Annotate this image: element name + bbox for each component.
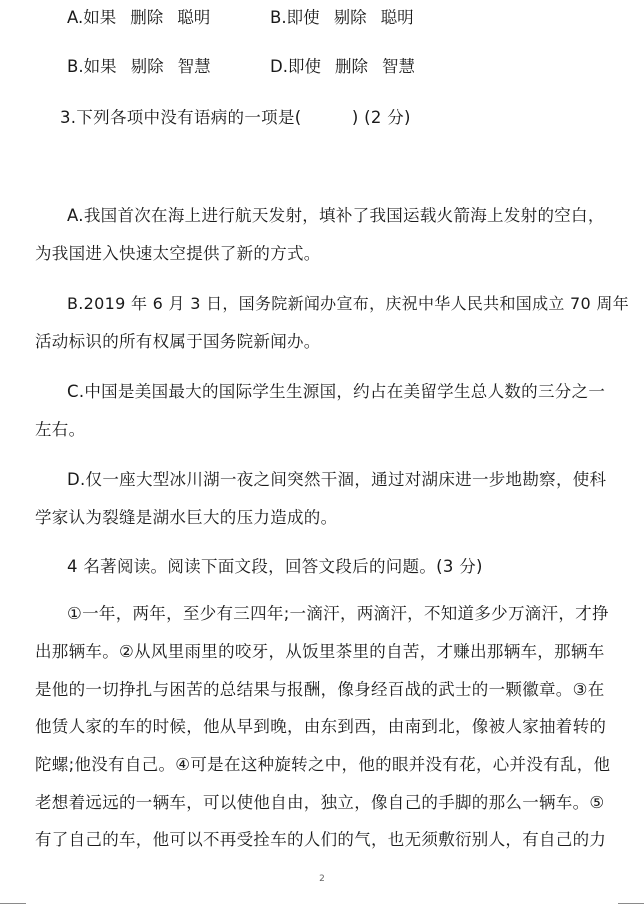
- option-d-label: D.: [270, 57, 288, 76]
- option-d-word2: 删除: [334, 57, 368, 76]
- passage-line-1: ①一年，两年，至少有三四年;一滴汗，两滴汗，不知道多少万滴汗，才挣: [67, 604, 609, 623]
- q3-option-a-line2: 为我国进入快速太空提供了新的方式。: [35, 244, 321, 263]
- passage-line-6: 老想着远远的一辆车，可以使他自由，独立，像自己的手脚的那么一辆车。⑤: [35, 793, 605, 812]
- option-c: [67, 57, 211, 77]
- question-3-stem: 3.下列各项中没有语病的一项是( ) (2 分): [60, 108, 411, 127]
- option-d-word1: 即使: [287, 57, 321, 76]
- q3-option-d-line1: D.仅一座大型冰川湖一夜之间突然干涸，通过对湖床进一步地勘察，使科: [67, 470, 607, 489]
- passage-line-7: 有了自己的车，他可以不再受拴车的人们的气，也无须敷衍别人，有自己的力: [35, 830, 607, 849]
- passage-line-4: 他赁人家的车的时候，他从早到晚，由东到西，由南到北，像被人家抽着转的: [35, 717, 607, 736]
- option-d: [270, 57, 415, 77]
- q3-option-d-line2: 学家认为裂缝是湖水巨大的压力造成的。: [35, 508, 338, 527]
- q3-option-b-line2: 活动标识的所有权属于国务院新闻办。: [35, 332, 321, 351]
- option-b-word2: 剔除: [333, 8, 367, 27]
- passage-line-3: 是他的一切挣扎与困苦的总结果与报酬，像身经百战的武士的一颗徽章。③在: [35, 680, 605, 699]
- option-c-word1: 如果: [83, 57, 117, 76]
- passage-line-2: 出那辆车。②从风里雨里的咬牙，从饭里茶里的自苦，才赚出那辆车，那辆车: [35, 642, 605, 661]
- option-c-word3: 智慧: [177, 57, 211, 76]
- option-d-word3: 智慧: [381, 57, 415, 76]
- q3-option-b-line1: B.2019 年 6 月 3 日，国务院新闻办宣布，庆祝中华人民共和国成立 70 周年: [67, 294, 630, 313]
- corner-mark-left: [0, 903, 26, 904]
- option-a-word3: 聪明: [177, 8, 211, 27]
- question-4-stem: 4 名著阅读。阅读下面文段，回答文段后的问题。(3 分): [67, 557, 483, 576]
- option-a-word2: 删除: [130, 8, 164, 27]
- option-a-label: A.: [67, 8, 84, 27]
- q3-option-a-line1: A.我国首次在海上进行航天发射，填补了我国运载火箭海上发射的空白，: [67, 206, 605, 225]
- option-c-label: B.: [67, 57, 84, 76]
- option-b-label: B.: [270, 8, 287, 27]
- option-c-word2: 剔除: [130, 57, 164, 76]
- q3-option-c-line2: 左右。: [35, 420, 86, 439]
- page-number: 2: [319, 874, 325, 884]
- corner-mark-right: [618, 903, 644, 904]
- option-a: [67, 8, 210, 28]
- option-b-word1: 即使: [286, 8, 320, 27]
- q3-option-c-line1: C.中国是美国最大的国际学生生源国，约占在美留学生总人数的三分之一: [67, 382, 606, 401]
- option-b-word3: 聪明: [380, 8, 414, 27]
- option-a-word1: 如果: [83, 8, 117, 27]
- passage-line-5: 陀螺;他没有自己。④可是在这种旋转之中，他的眼并没有花，心并没有乱，他: [35, 755, 611, 774]
- option-b: [270, 8, 414, 28]
